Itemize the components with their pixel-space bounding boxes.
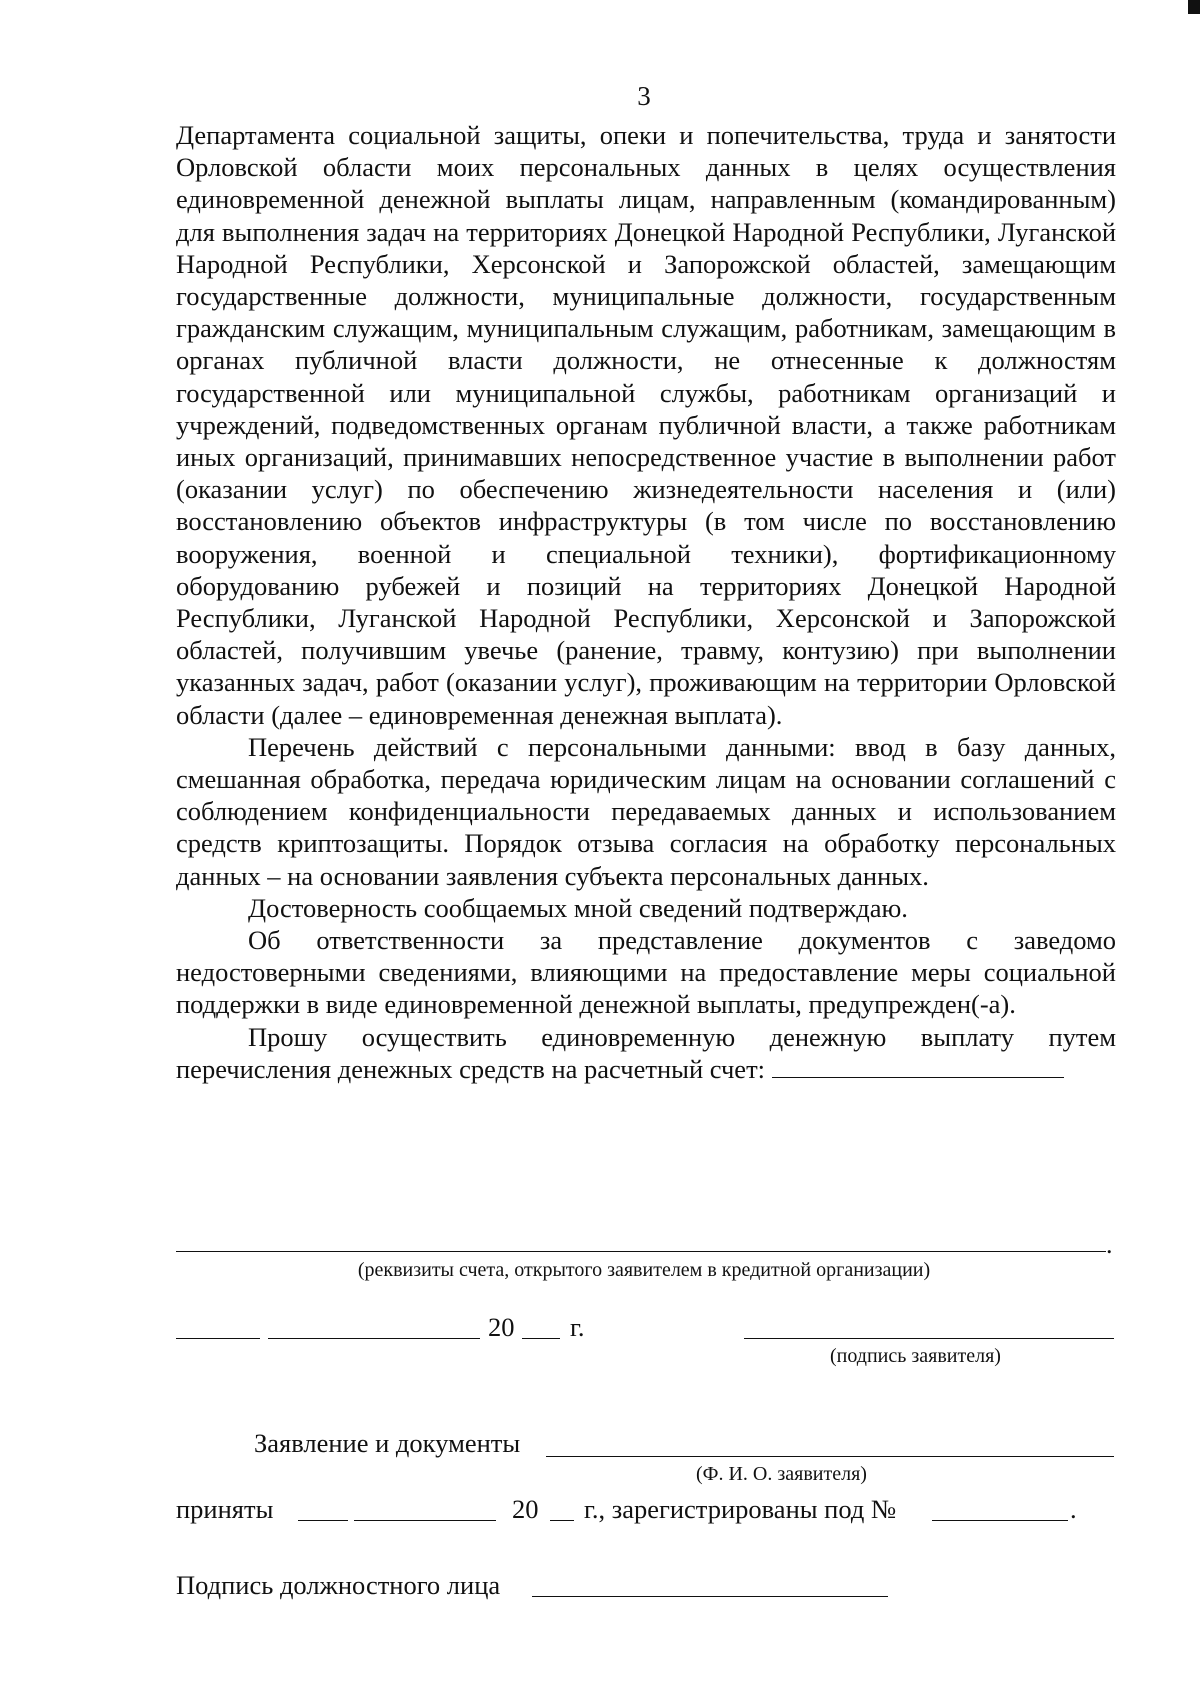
date-year-suffix: г. bbox=[570, 1312, 585, 1342]
date-month-field[interactable] bbox=[268, 1338, 480, 1339]
document-body bbox=[176, 119, 1116, 1085]
registration-period: . bbox=[1070, 1494, 1077, 1524]
paragraph-actions-list: Перечень действий с персональными данными: ввод в базу данных, смешанная обработка, передача юридическим лицам на основании соглашений с соблюдением конфиденциальности передаваемых данных и использованием средств криптозащиты. Порядок отзыва согласия на обработку персональных данных – на основании заявления субъекта персональных данных. bbox=[176, 731, 1116, 891]
fio-caption: (Ф. И. О. заявителя) bbox=[696, 1463, 867, 1485]
accepted-year-prefix: 20 bbox=[512, 1494, 539, 1524]
payment-request-text: Прошу осуществить единовременную денежную выплату путем перечисления денежных средств на расчетный счет: bbox=[176, 1021, 1116, 1084]
date-day-field[interactable] bbox=[176, 1338, 260, 1339]
paragraph-confirmation: Достоверность сообщаемых мной сведений подтверждаю. bbox=[248, 892, 908, 923]
page-number: 3 bbox=[637, 81, 651, 111]
documents-label: Заявление и документы bbox=[254, 1428, 521, 1458]
account-details-field[interactable] bbox=[176, 1251, 1106, 1252]
account-line-period: . bbox=[1106, 1230, 1113, 1259]
registered-label: г., зарегистрированы под № bbox=[584, 1494, 897, 1524]
signature-caption: (подпись заявителя) bbox=[830, 1345, 1001, 1367]
scan-mark bbox=[1188, 0, 1200, 14]
official-signature-field[interactable] bbox=[532, 1596, 888, 1597]
registration-number-field[interactable] bbox=[932, 1520, 1068, 1521]
paragraph-responsibility: Об ответственности за представление документов с заведомо недостоверными сведениями, влияющими на предоставление меры социальной поддержки в виде единовременной денежной выплаты, предупрежден(-а). bbox=[176, 925, 1116, 1020]
date-year-field[interactable] bbox=[522, 1338, 560, 1339]
applicant-fio-field[interactable] bbox=[546, 1456, 1114, 1457]
accepted-month-field[interactable] bbox=[354, 1520, 496, 1521]
accepted-day-field[interactable] bbox=[298, 1520, 348, 1521]
account-number-field[interactable] bbox=[772, 1053, 1064, 1078]
paragraph-consent-text: Департамента социальной защиты, опеки и попечительства, труда и занятости Орловской области моих персональных данных в целях осуществления единовременной денежной выплаты лицам, направленным (командированным) для выполнения задач на территориях Донецкой Народной Республики, Луганской Народной Республики, Херсонской и Запорожской областей, замещающим государственные должности, муниципальные должности, государственным гражданским служащим, муниципальным служащим, работникам, замещающим в органах публичной власти должности, не отнесенные к должностям государственной или муниципальной службы, работникам организаций и учреждений, подведомственных органам публичной власти, а также работникам иных организаций, принимавших непосредственное участие в выполнении работ (оказании услуг) по обеспечению жизнедеятельности населения и (или) восстановлению объектов инфраструктуры (в том числе по восстановлению вооружения, военной и специальной техники), фортификационному оборудованию рубежей и позиций на территориях Донецкой Народной Республики, Луганской Народной Республики, Херсонской и Запорожской областей, получившим увечье (ранение, травму, контузию) при выполнении указанных задач, работ (оказании услуг), проживающим на территории Орловской области (далее – единовременная денежная выплата). bbox=[176, 120, 1116, 730]
applicant-signature-field[interactable] bbox=[744, 1338, 1114, 1339]
paragraph-payment-request bbox=[176, 1021, 1116, 1085]
accepted-year-field[interactable] bbox=[550, 1520, 574, 1521]
account-caption: (реквизиты счета, открытого заявителем в кредитной организации) bbox=[357, 1259, 931, 1281]
official-signature-label: Подпись должностного лица bbox=[176, 1570, 501, 1600]
accepted-label: приняты bbox=[176, 1494, 274, 1524]
date-year-prefix: 20 bbox=[488, 1312, 515, 1342]
